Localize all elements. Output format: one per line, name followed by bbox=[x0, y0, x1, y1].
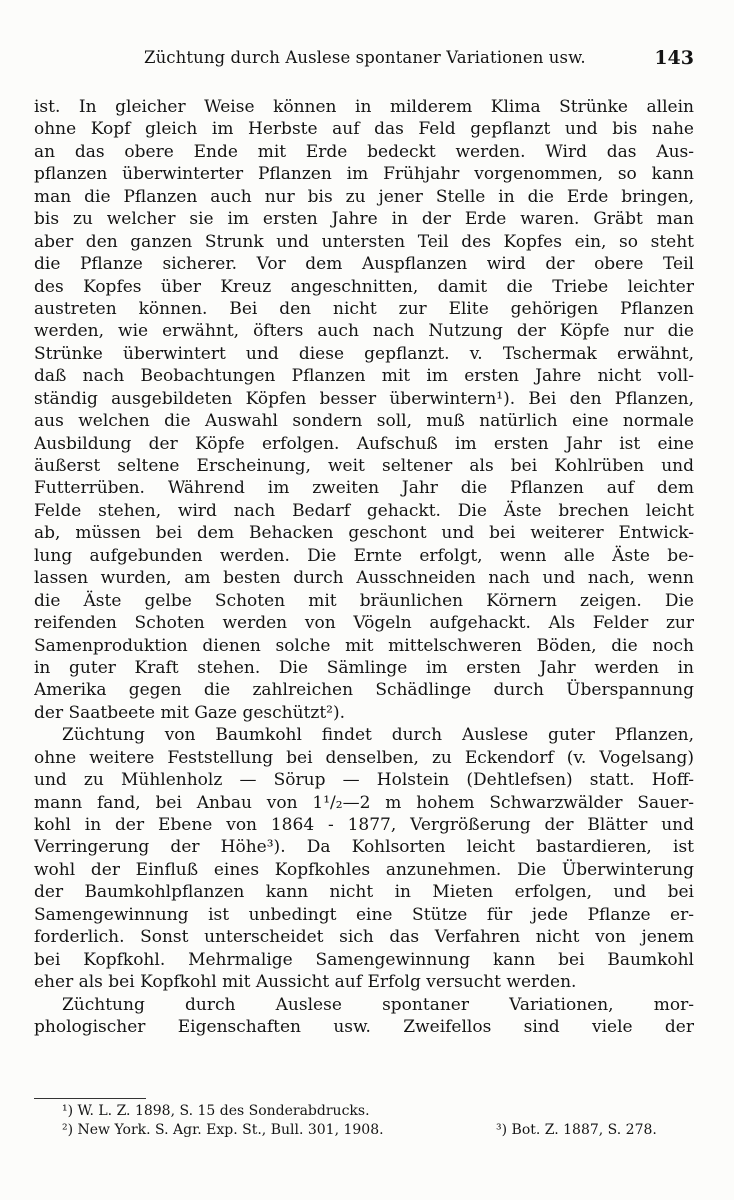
footnote-3: ³) Bot. Z. 1887, S. 278. bbox=[496, 1122, 657, 1138]
running-title: Züchtung durch Auslese spontaner Variationen usw. bbox=[144, 48, 586, 67]
text-line: werden, wie erwähnt, öfters auch nach Nutzung der Köpfe nur die bbox=[34, 321, 694, 342]
text-line: daß nach Beobachtungen Pflanzen mit im ersten Jahre nicht voll- bbox=[34, 366, 694, 387]
text-line: man die Pflanzen auch nur bis zu jener Stelle in die Erde bringen, bbox=[34, 186, 694, 207]
text-line: wohl der Einfluß eines Kopfkohles anzunehmen. Die Überwinterung bbox=[34, 859, 694, 880]
text-line: phologischer Eigenschaften usw. Zweifellos sind viele der bbox=[34, 1016, 694, 1037]
text-line: Züchtung durch Auslese spontaner Variationen, mor- bbox=[62, 994, 694, 1015]
footnote-row bbox=[34, 1121, 694, 1140]
text-line: aus welchen die Auswahl sondern soll, muß natürlich eine normale bbox=[34, 411, 694, 432]
text-line: reifenden Schoten werden von Vögeln aufgehackt. Als Felder zur bbox=[34, 613, 694, 634]
text-line: Amerika gegen die zahlreichen Schädlinge durch Überspannung bbox=[34, 680, 694, 701]
body-text bbox=[34, 96, 694, 1038]
footnote-divider bbox=[34, 1098, 146, 1099]
text-line: Ausbildung der Köpfe erfolgen. Aufschuß im ersten Jahr ist eine bbox=[34, 433, 694, 454]
text-line: kohl in der Ebene von 1864 - 1877, Vergrößerung der Blätter und bbox=[34, 815, 694, 835]
text-line: pflanzen überwinterter Pflanzen im Frühjahr vorgenommen, so kann bbox=[34, 164, 694, 185]
page-number: 143 bbox=[654, 47, 694, 69]
text-line: ist. In gleicher Weise können in milderem Klima Strünke allein bbox=[34, 97, 694, 117]
text-line: der Saatbeete mit Gaze geschützt²). bbox=[34, 702, 346, 723]
text-line: Samengewinnung ist unbedingt eine Stütze für jede Pflanze er- bbox=[34, 904, 694, 925]
text-line: forderlich. Sonst unterscheidet sich das Verfahren nicht von jenem bbox=[34, 927, 694, 948]
text-line: Strünke überwintert und diese gepflanzt. v. Tschermak erwähnt, bbox=[34, 343, 694, 364]
text-line: die Äste gelbe Schoten mit bräunlichen Körnern zeigen. Die bbox=[34, 590, 694, 611]
text-line: des Kopfes über Kreuz angeschnitten, damit die Triebe leichter bbox=[34, 276, 694, 297]
text-line: aber den ganzen Strunk und untersten Teil des Kopfes ein, so steht bbox=[34, 231, 694, 252]
text-line: ohne weitere Feststellung bei denselben, zu Eckendorf (v. Vogelsang) bbox=[34, 747, 694, 768]
footnote-row bbox=[34, 1102, 694, 1121]
text-line: Züchtung von Baumkohl findet durch Auslese guter Pflanzen, bbox=[62, 725, 694, 746]
text-line: austreten können. Bei den nicht zur Elite gehörigen Pflanzen bbox=[34, 298, 694, 319]
text-line: die Pflanze sicherer. Vor dem Auspflanzen wird der obere Teil bbox=[34, 254, 694, 275]
text-line: Verringerung der Höhe³). Da Kohlsorten leicht bastardieren, ist bbox=[34, 837, 694, 858]
page-header bbox=[34, 48, 694, 74]
text-line: mann fand, bei Anbau von 1¹/₂—2 m hohem Schwarzwälder Sauer- bbox=[34, 792, 694, 813]
text-line: eher als bei Kopfkohl mit Aussicht auf Erfolg versucht werden. bbox=[34, 972, 577, 993]
text-line: äußerst seltene Erscheinung, weit seltener als bei Kohlrüben und bbox=[34, 456, 694, 476]
text-line: der Baumkohlpflanzen kann nicht in Mieten erfolgen, und bei bbox=[34, 882, 694, 903]
text-line: lung aufgebunden werden. Die Ernte erfolgt, wenn alle Äste be- bbox=[34, 545, 694, 566]
text-line: an das obere Ende mit Erde bedeckt werden. Wird das Aus- bbox=[34, 141, 694, 162]
footnotes bbox=[34, 1102, 694, 1140]
text-line: lassen wurden, am besten durch Ausschneiden nach und nach, wenn bbox=[34, 568, 694, 589]
text-line: ständig ausgebildeten Köpfen besser überwintern¹). Bei den Pflanzen, bbox=[34, 388, 694, 409]
text-line: ab, müssen bei dem Behacken geschont und bei weiterer Entwick- bbox=[34, 523, 694, 544]
text-line: ohne Kopf gleich im Herbste auf das Feld gepflanzt und bis nahe bbox=[34, 119, 694, 140]
text-line: bis zu welcher sie im ersten Jahre in der Erde waren. Gräbt man bbox=[34, 209, 694, 230]
footnote-1: ¹) W. L. Z. 1898, S. 15 des Sonderabdrucks. bbox=[62, 1103, 370, 1119]
text-line: in guter Kraft stehen. Die Sämlinge im ersten Jahr werden in bbox=[34, 657, 694, 678]
text-line: Felde stehen, wird nach Bedarf gehackt. Die Äste brechen leicht bbox=[34, 500, 694, 521]
text-line: Futterrüben. Während im zweiten Jahr die Pflanzen auf dem bbox=[34, 478, 694, 499]
text-line: bei Kopfkohl. Mehrmalige Samengewinnung kann bei Baumkohl bbox=[34, 949, 694, 970]
text-line: und zu Mühlenholz — Sörup — Holstein (Dehtlefsen) statt. Hoff- bbox=[34, 770, 694, 791]
footnote-2: ²) New York. S. Agr. Exp. St., Bull. 301, 1908. bbox=[62, 1122, 384, 1138]
text-line: Samenproduktion dienen solche mit mittelschweren Böden, die noch bbox=[34, 635, 694, 656]
